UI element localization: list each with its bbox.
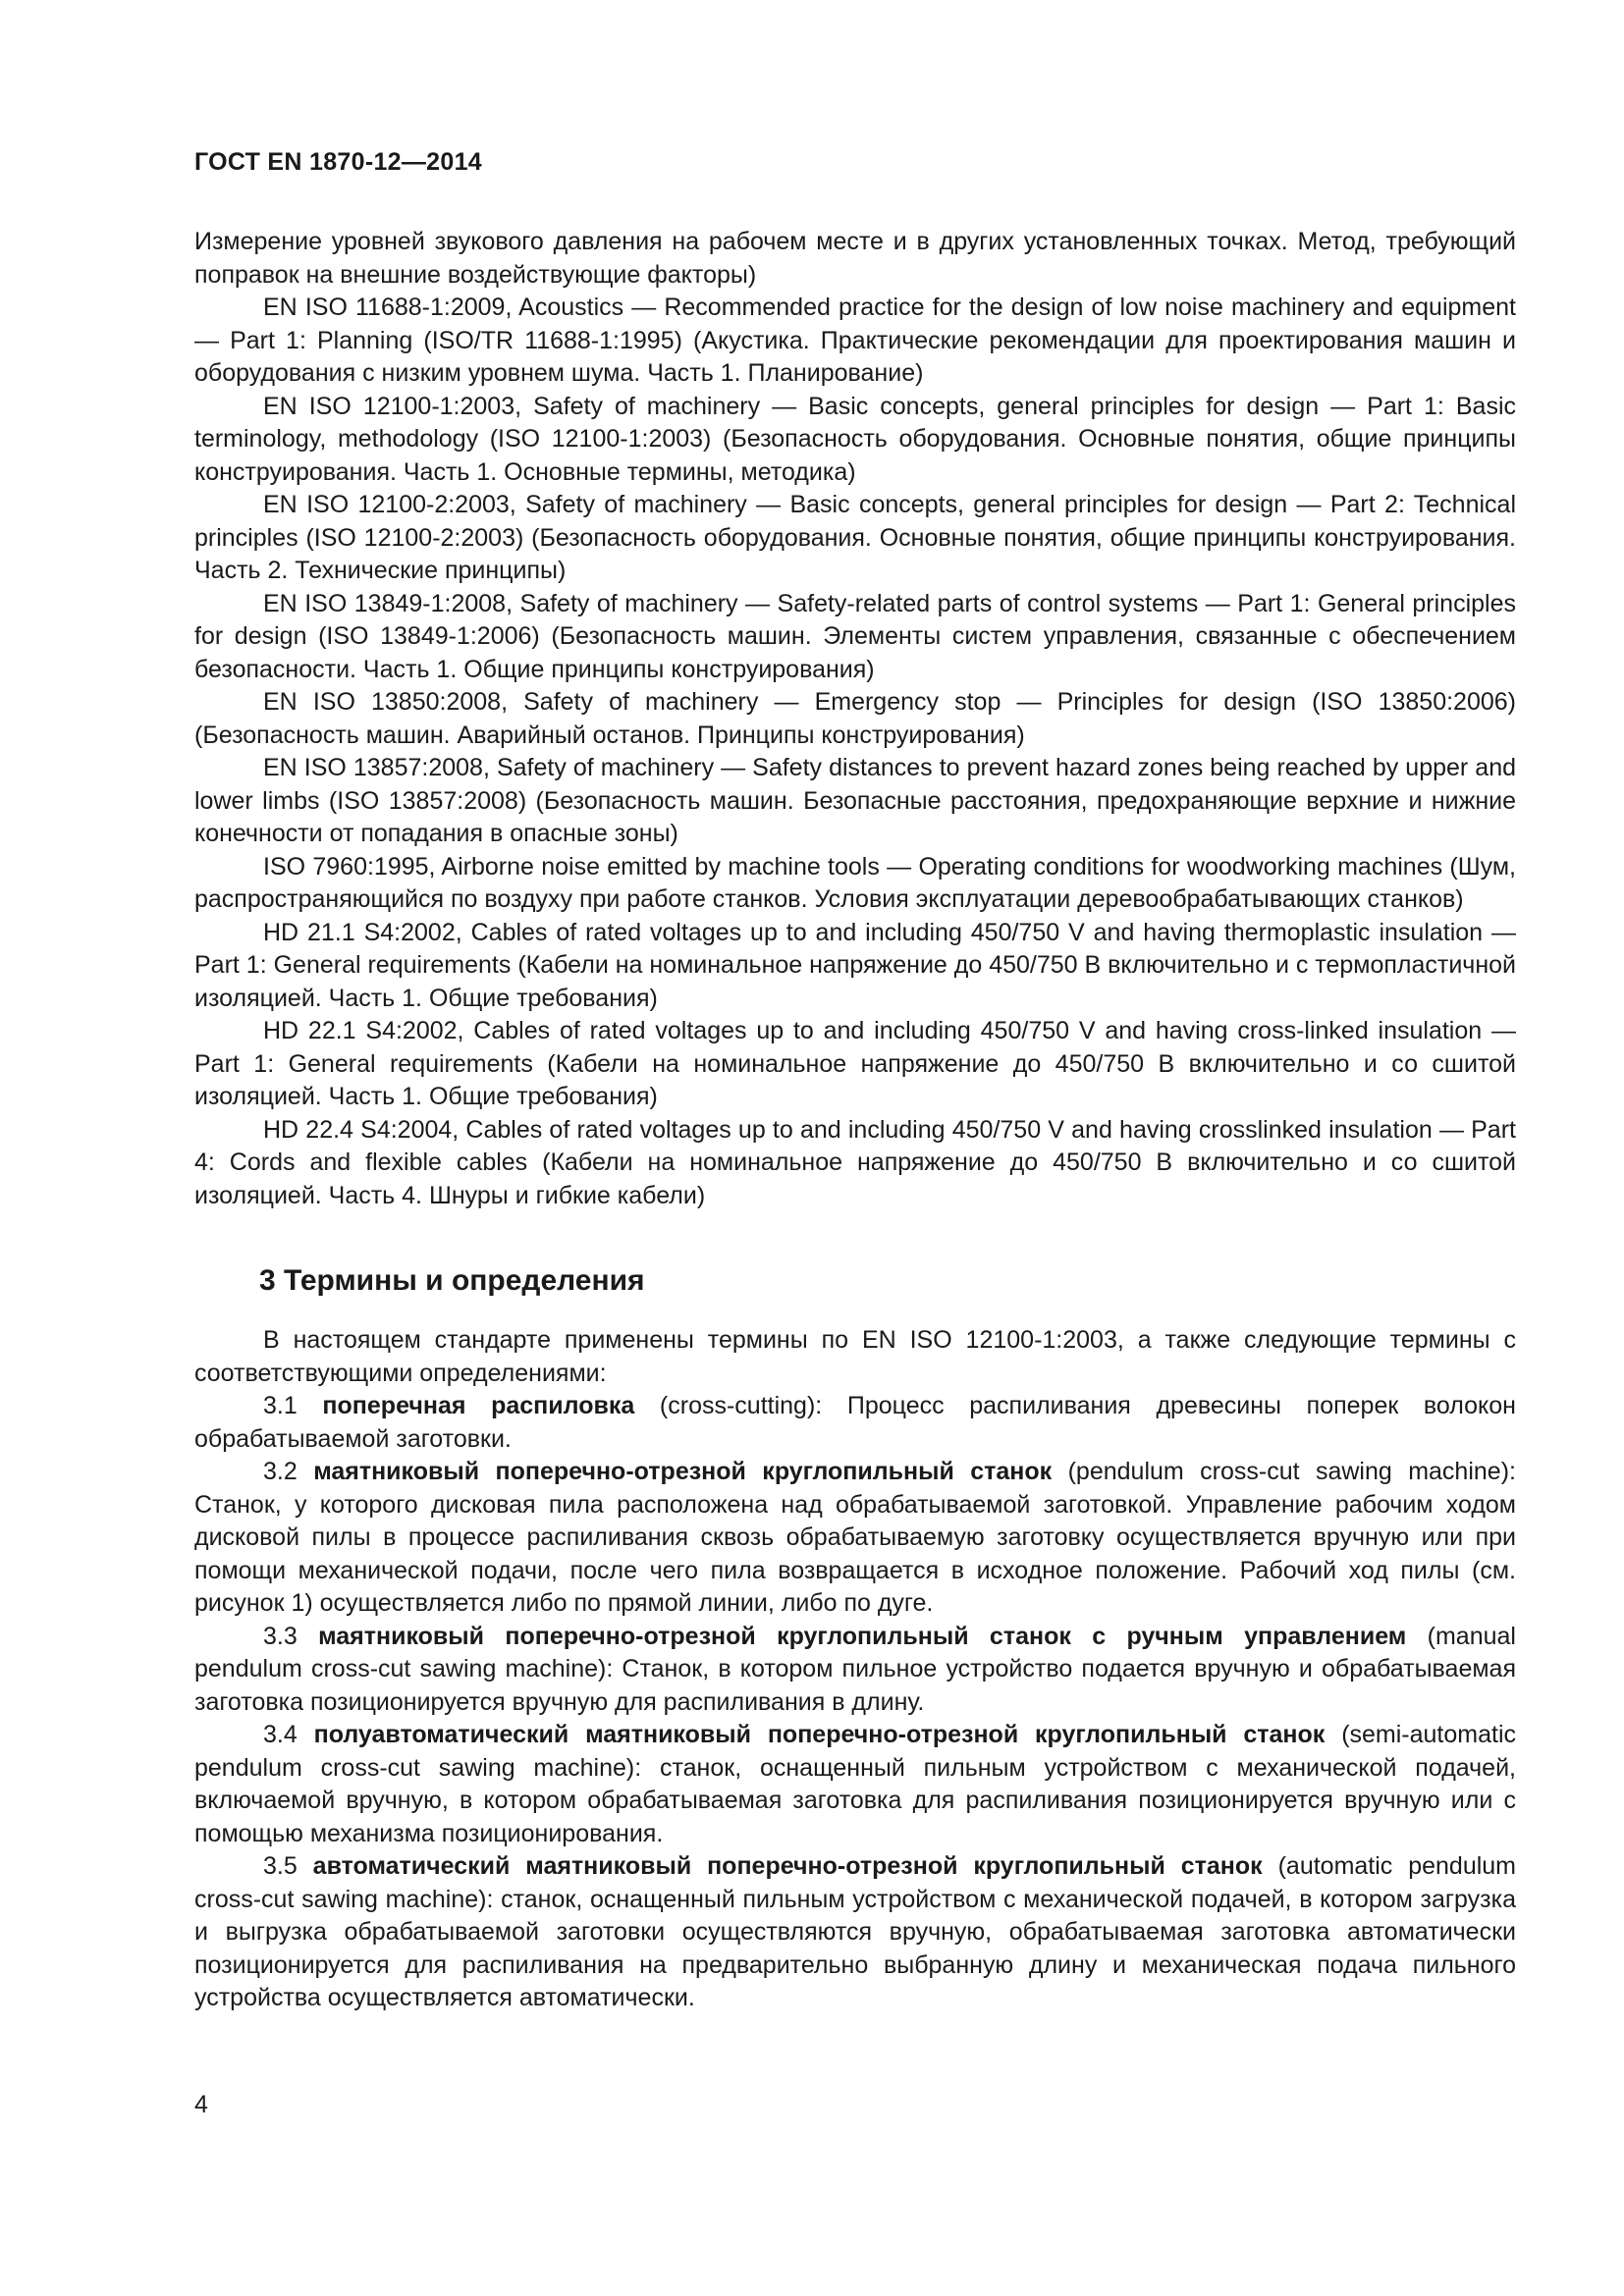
term-text: (cross-cutting): Процесс распиливания древесины поперек волокон обрабатываемой заготовки. — [194, 1392, 1516, 1453]
term-name: маятниковый поперечно-отрезной круглопильный станок с ручным управлением — [318, 1622, 1407, 1650]
term-text: (automatic pendulum cross-cut sawing machine): станок, оснащенный пильным устройством с механической подачей, в котором загрузка и выгрузка обрабатываемой заготовки осуществляются вручную, обрабатываемая заготовка автоматически позиционируется для распиливания на предварительно выбранную длину и механическая подача пильного устройства осуществляется автоматически. — [194, 1852, 1516, 2011]
reference-item: EN ISO 11688-1:2009, Acoustics — Recommended practice for the design of low noise machinery and equipment — Part 1: Planning (ISO/TR 11688-1:1995) (Акустика. Практические рекомендации для проектирования машин и оборудования с низким уровнем шума. Часть 1. Планирование) — [194, 294, 1516, 387]
reference-item: HD 22.1 S4:2002, Cables of rated voltages up to and including 450/750 V and having cross-linked insulation — Part 1: General requirements (Кабели на номинальное напряжение до 450/750 В включительно и со сшитой изоляцией. Часть 1. Общие требования) — [194, 1017, 1516, 1110]
term-number: 3.1 — [263, 1392, 298, 1419]
term-name: поперечная распиловка — [322, 1392, 635, 1419]
term-number: 3.4 — [263, 1721, 298, 1748]
term-text: (pendulum cross-cut sawing machine): Станок, у которого дисковая пила расположена над обрабатываемой заготовкой. Управление рабочим ходом дисковой пилы в процессе распиливания сквозь обрабатываемую заготовку осуществляется вручную или при помощи механической подачи, после чего пила возвращается в исходное положение. Рабочий ход пилы (см. рисунок 1) осуществляется либо по прямой линии, либо по дуге. — [194, 1458, 1516, 1617]
term-definition — [194, 1456, 1516, 1621]
term-text: (manual pendulum cross-cut sawing machine): Станок, в котором пильное устройство подается вручную и обрабатываемая заготовка позиционируется вручную для распиливания в длину. — [194, 1622, 1516, 1716]
reference-item: EN ISO 13857:2008, Safety of machinery — Safety distances to prevent hazard zones being reached by upper and lower limbs (ISO 13857:2008) (Безопасность машин. Безопасные расстояния, предохраняющие верхние и нижние конечности от попадания в опасные зоны) — [194, 754, 1516, 847]
reference-continuation: Измерение уровней звукового давления на рабочем месте и в других установленных точках. Метод, требующий поправок на внешние воздействующие факторы) — [194, 228, 1516, 289]
term-definition — [194, 1621, 1516, 1720]
section-intro: В настоящем стандарте применены термины по EN ISO 12100-1:2003, а также следующие термины с соответствующими определениями: — [194, 1326, 1516, 1387]
reference-item: EN ISO 13850:2008, Safety of machinery — Emergency stop — Principles for design (ISO 13850:2006) (Безопасность машин. Аварийный останов. Принципы конструирования) — [194, 688, 1516, 749]
document-header: ГОСТ EN 1870-12—2014 — [194, 148, 482, 176]
reference-item: HD 21.1 S4:2002, Cables of rated voltages up to and including 450/750 V and having thermoplastic insulation — Part 1: General requirements (Кабели на номинальное напряжение до 450/750 В включительно и с термопластичной изоляцией. Часть 1. Общие требования) — [194, 918, 1517, 1012]
reference-item: ISO 7960:1995, Airborne noise emitted by machine tools — Operating conditions for woodworking machines (Шум, распространяющийся по воздуху при работе станков. Условия эксплуатации деревообрабатывающих станков) — [194, 852, 1516, 913]
reference-item: HD 22.4 S4:2004, Cables of rated voltages up to and including 450/750 V and having crosslinked insulation — Part 4: Cords and flexible cables (Кабели на номинальное напряжение до 450/750 В включительно и со сшитой изоляцией. Часть 4. Шнуры и гибкие кабели) — [194, 1115, 1516, 1209]
term-text: (semi-automatic pendulum cross-cut sawing machine): станок, оснащенный пильным устройством с механической подачей, включаемой вручную, в котором обрабатываемая заготовка для распиливания позиционируется вручную или с помощью механизма позиционирования. — [194, 1721, 1517, 1847]
term-number: 3.5 — [263, 1852, 298, 1880]
section-heading: 3 Термины и определения — [259, 1264, 645, 1297]
page-content — [194, 226, 1516, 2015]
reference-item: EN ISO 13849-1:2008, Safety of machinery — Safety-related parts of control systems — Part 1: General principles for design (ISO 13849-1:2006) (Безопасность машин. Элементы систем управления, связанные с обеспечением безопасности. Часть 1. Общие принципы конструирования) — [194, 589, 1516, 683]
term-definition — [194, 1390, 1516, 1456]
term-name: автоматический маятниковый поперечно-отрезной круглопильный станок — [312, 1852, 1263, 1880]
term-name: полуавтоматический маятниковый поперечно-отрезной круглопильный станок — [313, 1721, 1326, 1748]
term-name: маятниковый поперечно-отрезной круглопильный станок — [313, 1458, 1053, 1485]
term-number: 3.2 — [263, 1458, 298, 1485]
reference-item: EN ISO 12100-2:2003, Safety of machinery — Basic concepts, general principles for design — Part 2: Technical principles (ISO 12100-2:2003) (Безопасность оборудования. Основные понятия, общие принципы конструирования. Часть 2. Технические принципы) — [194, 491, 1516, 584]
term-number: 3.3 — [263, 1622, 298, 1650]
term-definition — [194, 1850, 1516, 2015]
term-definition — [194, 1719, 1516, 1850]
reference-item: EN ISO 12100-1:2003, Safety of machinery — Basic concepts, general principles for design — Part 1: Basic terminology, methodology (ISO 12100-1:2003) (Безопасность оборудования. Основные понятия, общие принципы конструирования. Часть 1. Основные термины, методика) — [194, 392, 1516, 486]
page-number: 4 — [194, 2091, 208, 2118]
